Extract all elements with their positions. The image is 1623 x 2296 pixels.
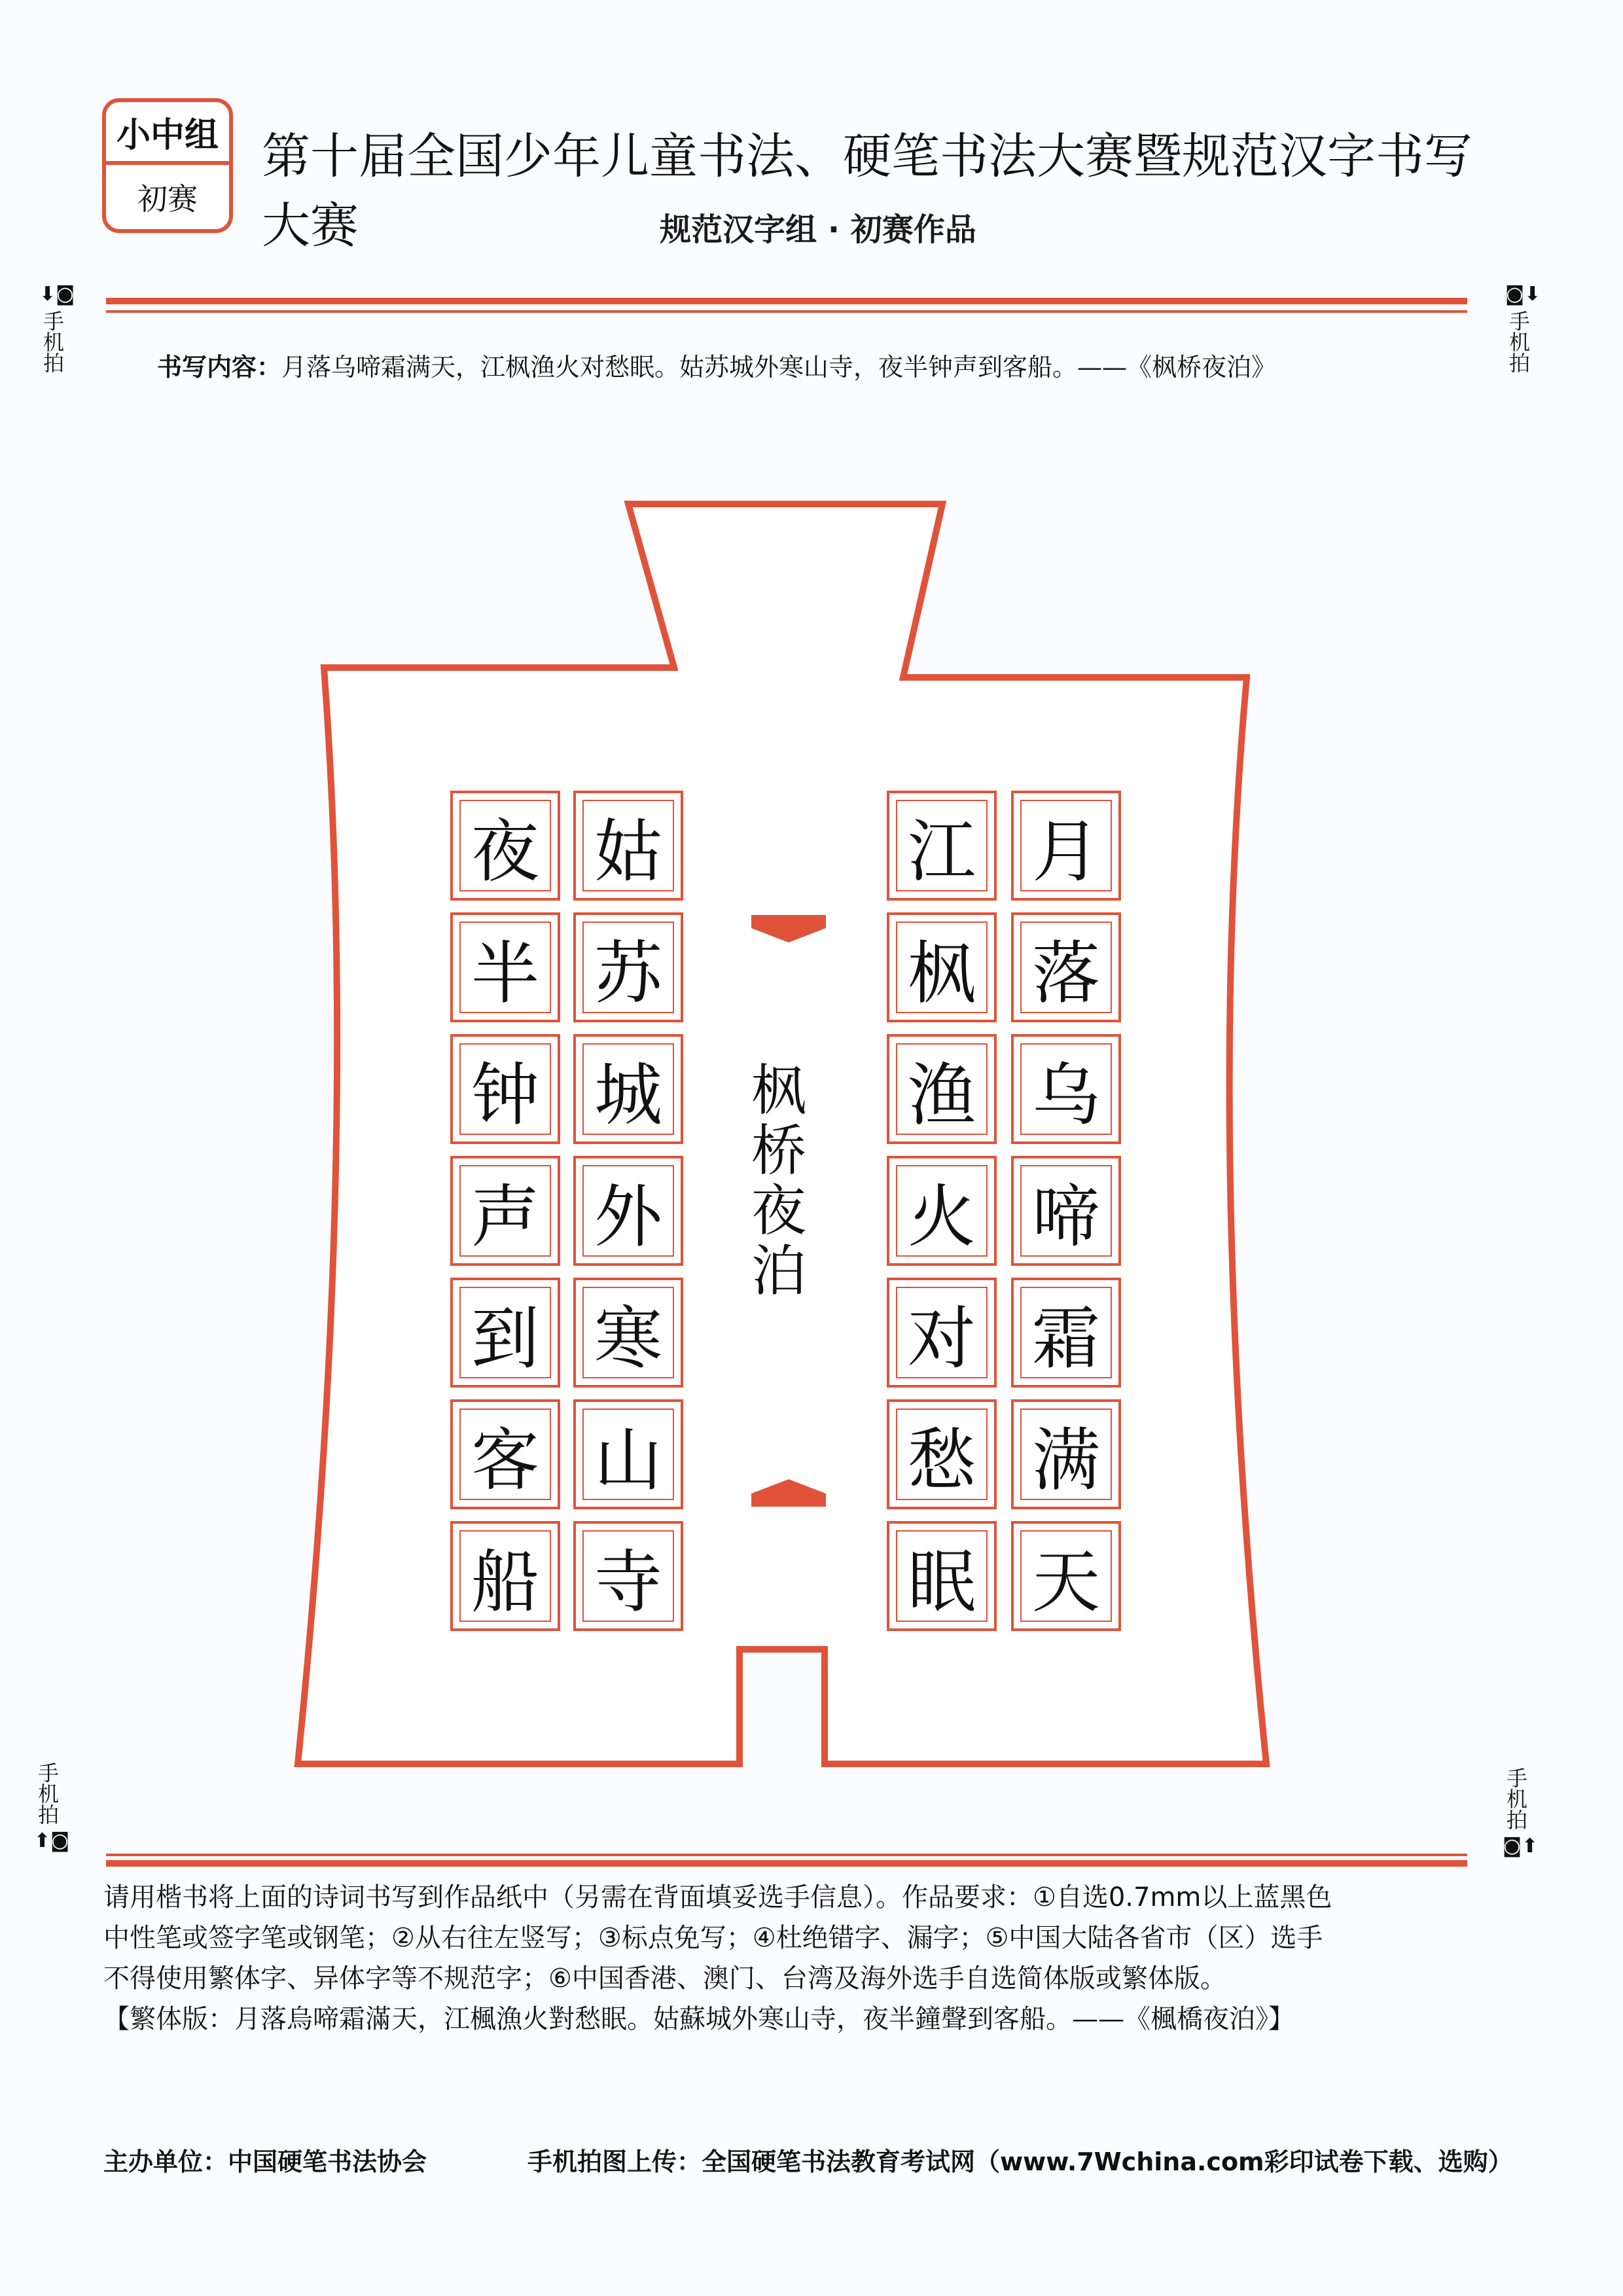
character-cell	[573, 1278, 683, 1388]
instructions-line: 请用楷书将上面的诗词书写到作品纸中（另需在背面填妥选手信息）。作品要求：①自选0.7mm以上蓝黑色	[103, 1882, 1332, 1912]
poem-character: 山	[594, 1420, 662, 1500]
poem-character: 对	[907, 1299, 976, 1378]
instructions-line: 不得使用繁体字、异体字等不规范字；⑥中国香港、澳门、台湾及海外选手自选简体版或繁体版。	[103, 1964, 1226, 1994]
camera-upload-icon: ⬆◙	[34, 1829, 70, 1852]
character-cell	[887, 791, 997, 901]
character-cell	[450, 791, 560, 901]
character-cell	[1011, 1278, 1121, 1388]
instructions-line: 中性笔或签字笔或钢笔；②从右往左竖写；③标点免写；④杜绝错字、漏字；⑤中国大陆各省市（区）选手	[103, 1923, 1323, 1953]
poem-character: 霜	[1031, 1299, 1100, 1378]
writing-content-text: 月落乌啼霜满天，江枫渔火对愁眠。姑苏城外寒山寺，夜半钟声到客船。——《枫桥夜泊》	[281, 353, 1277, 382]
poem-character: 枫	[907, 933, 976, 1013]
character-cell	[887, 1156, 997, 1266]
camera-download-icon: ⬇◙	[39, 283, 75, 306]
poem-character: 啼	[1031, 1177, 1100, 1257]
character-cell	[887, 1278, 997, 1388]
character-cell	[450, 1278, 560, 1388]
character-cell	[450, 1521, 560, 1631]
side-label-bottom-left	[34, 1762, 70, 1857]
character-cell	[450, 1399, 560, 1509]
phone-photo-label: 手机拍	[1506, 310, 1531, 373]
character-cell	[573, 1521, 683, 1631]
poem-character: 乌	[1031, 1055, 1100, 1135]
page-title: 第十届全国少年儿童书法、硬笔书法大赛暨规范汉字书写大赛	[262, 128, 1472, 254]
poem-character: 夜	[471, 812, 539, 891]
poem-title-char: 桥	[751, 1119, 806, 1183]
poem-character: 客	[471, 1420, 539, 1500]
writing-content-label: 书写内容：	[157, 353, 282, 382]
poem-character: 江	[907, 812, 976, 891]
poem-character: 外	[594, 1177, 662, 1257]
character-cell	[1011, 1156, 1121, 1266]
character-cell	[573, 1399, 683, 1509]
poem-title-char: 枫	[751, 1058, 806, 1122]
character-cell	[573, 912, 683, 1022]
phone-photo-label: 手机拍	[1503, 1767, 1528, 1830]
poem-character: 姑	[594, 812, 662, 891]
poem-title-char: 泊	[751, 1239, 806, 1303]
poem-character: 眠	[907, 1542, 976, 1622]
poem-title-char: 夜	[751, 1179, 806, 1243]
poem-character: 天	[1031, 1542, 1100, 1622]
camera-upload-icon: ◙⬆	[1503, 1835, 1539, 1857]
poem-character: 苏	[594, 933, 662, 1013]
upload-info: 手机拍图上传：全国硬笔书法教育考试网（www.7Wchina.com彩印试卷下载、选购）	[527, 2147, 1513, 2176]
camera-download-icon: ◙⬇	[1505, 283, 1541, 306]
poem-character: 愁	[907, 1420, 976, 1500]
character-cell	[573, 1034, 683, 1144]
character-cell	[450, 1034, 560, 1144]
character-cell	[573, 1156, 683, 1266]
side-label-bottom-right	[1503, 1767, 1539, 1862]
character-cell	[450, 912, 560, 1022]
poem-character: 渔	[907, 1055, 976, 1135]
poem-character: 船	[471, 1542, 539, 1622]
stage-label: 初赛	[137, 181, 198, 217]
character-cell	[887, 1399, 997, 1509]
instructions	[103, 1877, 1478, 2039]
character-cell	[1011, 1399, 1121, 1509]
poem-character: 寒	[594, 1299, 662, 1378]
poem-character: 钟	[471, 1055, 539, 1135]
poem-character: 火	[907, 1177, 976, 1257]
character-cell	[1011, 912, 1121, 1022]
character-cell	[1011, 791, 1121, 901]
poem-character: 半	[471, 933, 539, 1013]
poem-character: 到	[471, 1299, 539, 1378]
phone-photo-label: 手机拍	[35, 1762, 60, 1825]
poem-character: 满	[1031, 1420, 1100, 1500]
group-label: 小中组	[106, 102, 229, 165]
phone-photo-label: 手机拍	[40, 310, 65, 373]
bottom-rule-thin	[106, 1854, 1467, 1856]
character-cell	[887, 1521, 997, 1631]
poem-title	[740, 1060, 818, 1301]
character-cell	[887, 1034, 997, 1144]
organizer: 主办单位：中国硬笔书法协会	[103, 2147, 427, 2176]
page-subtitle: 规范汉字组 · 初赛作品	[660, 211, 976, 248]
poem-character: 月	[1031, 812, 1100, 891]
bottom-rule-thick	[106, 1860, 1467, 1867]
character-cell	[1011, 1034, 1121, 1144]
poem-character: 寺	[594, 1542, 662, 1622]
traditional-version: 【繁体版：月落烏啼霜滿天，江楓漁火對愁眠。姑蘇城外寒山寺，夜半鐘聲到客船。——《楓橋夜泊》】	[103, 2004, 1294, 2034]
poem-character: 声	[471, 1177, 539, 1257]
character-cell	[450, 1156, 560, 1266]
poem-character: 落	[1031, 933, 1100, 1013]
character-cell	[1011, 1521, 1121, 1631]
character-cell	[887, 912, 997, 1022]
poem-character: 城	[594, 1055, 662, 1135]
character-cell	[573, 791, 683, 901]
